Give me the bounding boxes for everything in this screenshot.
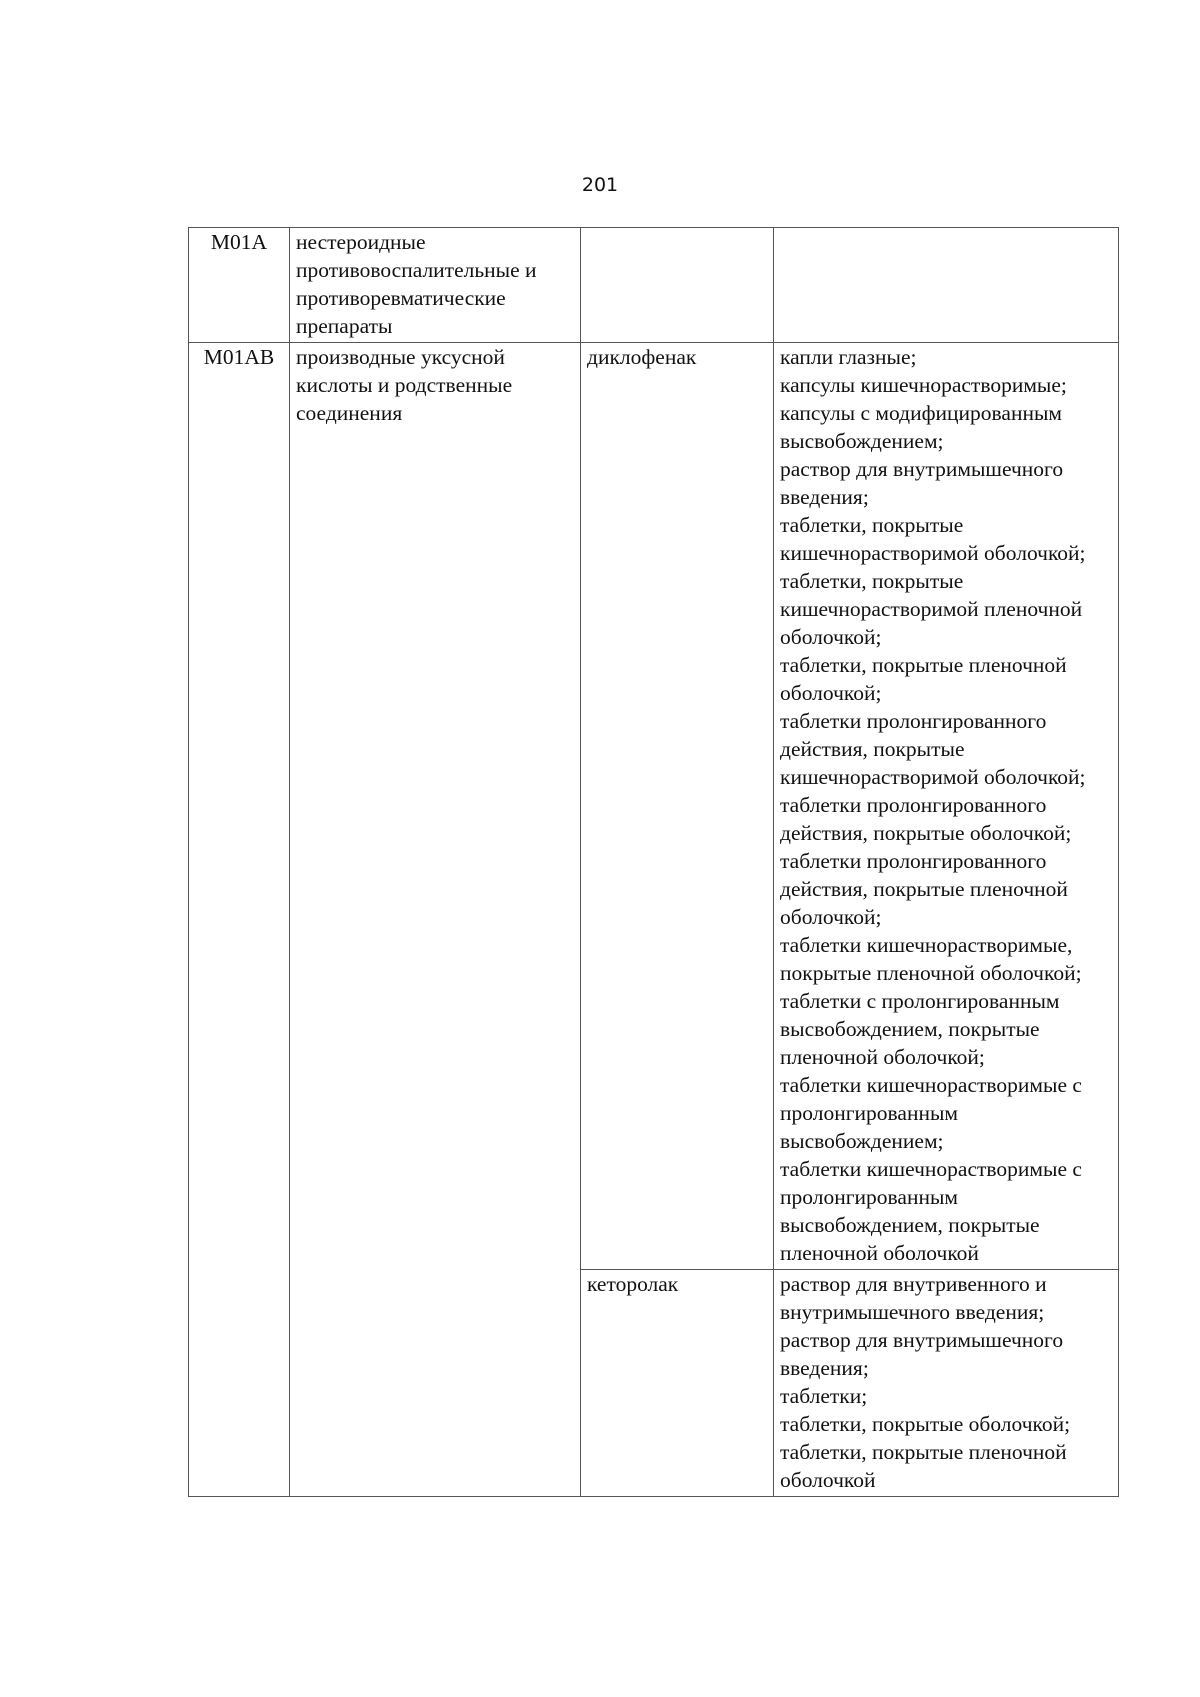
dosage-form-item: таблетки с пролонгированным высвобождением, покрытые пленочной оболочкой; [780, 989, 1060, 1069]
drug-name-cell [581, 228, 774, 343]
drug-name-cell: диклофенак [581, 343, 774, 1270]
dosage-form-item: таблетки, покрытые пленочной оболочкой; [780, 653, 1067, 705]
pharmacological-group-cell: производные уксусной кислоты и родственные соединения [290, 343, 581, 1497]
dosage-form-item: раствор для внутривенного и внутримышечного введения; [780, 1272, 1047, 1324]
dosage-form-item: таблетки, покрытые кишечнорастворимой оболочкой; [780, 513, 1086, 565]
dosage-form-item: таблетки, покрытые оболочкой; [780, 1412, 1071, 1436]
dosage-form-item: капсулы кишечнорастворимые; [780, 373, 1067, 397]
drug-name-cell: кеторолак [581, 1270, 774, 1497]
dosage-form-item: раствор для внутримышечного введения; [780, 457, 1064, 509]
dosage-form-item: таблетки кишечнорастворимые с пролонгированным высвобождением, покрытые пленочной оболочкой [780, 1157, 1082, 1265]
page-number: 201 [581, 174, 619, 196]
atc-code-cell: M01A [189, 228, 290, 343]
dosage-form-item: таблетки; [780, 1384, 868, 1408]
atc-code-cell: M01AB [189, 343, 290, 1497]
dosage-form-item: таблетки пролонгированного действия, покрытые пленочной оболочкой; [780, 849, 1068, 929]
dosage-form-item: таблетки кишечнорастворимые с пролонгированным высвобождением; [780, 1073, 1082, 1153]
dosage-form-item: таблетки, покрытые пленочной оболочкой [780, 1440, 1067, 1492]
dosage-forms-cell [774, 228, 1119, 343]
drug-classification-table [188, 227, 1119, 1497]
dosage-form-item: таблетки пролонгированного действия, покрытые оболочкой; [780, 793, 1072, 845]
pharmacological-group-cell: нестероидные противовоспалительные и противоревматические препараты [290, 228, 581, 343]
dosage-form-item: капли глазные; [780, 345, 917, 369]
table-row-m01a [189, 228, 1119, 343]
dosage-forms-cell [774, 343, 1119, 1270]
dosage-form-item: таблетки пролонгированного действия, покрытые кишечнорастворимой оболочкой; [780, 709, 1086, 789]
dosage-form-item: таблетки кишечнорастворимые, покрытые пленочной оболочкой; [780, 933, 1082, 985]
dosage-form-item: раствор для внутримышечного введения; [780, 1328, 1064, 1380]
table-row-m01ab-diclofenac [189, 343, 1119, 1270]
dosage-form-item: таблетки, покрытые кишечнорастворимой пленочной оболочкой; [780, 569, 1083, 649]
dosage-forms-cell [774, 1270, 1119, 1497]
dosage-form-item: капсулы с модифицированным высвобождением; [780, 401, 1063, 453]
